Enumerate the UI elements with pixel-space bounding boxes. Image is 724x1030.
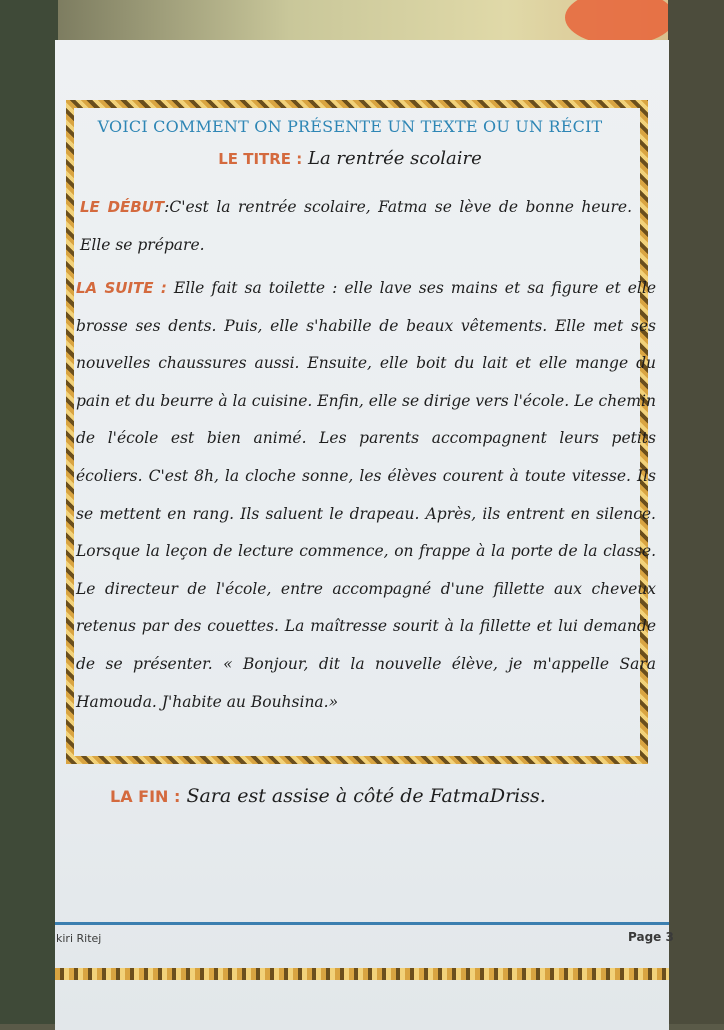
suite-text: Elle fait sa toilette : elle lave ses mains et sa figure et elle brosse ses dents. Puis, elle s'habille de beaux vêtements. Elle met ses nouvelles chaussures aussi. Ensuite, elle boit du lait et elle mange du pain et du beurre à la cuisine. Enfin, elle se dirige vers l'école. Le chemin de l'école est bien animé. Les parents accompagnent leurs petits écoliers. C'est 8h, la cloche sonne, les élèves courent à toute vitesse. Ils se mettent en rang. Ils saluent le drapeau. Après, ils entrent en silence. Lorsque la leçon de lecture commence, on frappe à la porte de la classe. Le directeur de l'école, entre accompagné d'une fillette aux cheveux retenus par des couettes. La maîtresse sourit à la fillette et lui demande de se présenter. « Bonjour, dit la nouvelle élève, je m'appelle Sara Hamouda. J'habite au Bouhsina.» <box>76 279 657 711</box>
fin-text: Sara est assise à côté de FatmaDriss. <box>186 785 546 807</box>
page-header: VOICI COMMENT ON PRÉSENTE UN TEXTE OU UN RÉCIT <box>97 117 603 136</box>
background-left <box>0 0 58 1024</box>
title-text: La rentrée scolaire <box>308 148 482 169</box>
title-line <box>90 148 610 169</box>
background-right <box>668 0 724 1024</box>
bottom-decorative-border <box>55 968 669 980</box>
title-label: LE TITRE : <box>218 150 303 168</box>
footer-author: kiri Ritej <box>56 932 102 945</box>
fin-line <box>110 785 630 807</box>
debut-paragraph <box>80 188 632 264</box>
fin-label: LA FIN : <box>110 787 181 806</box>
suite-label: LA SUITE : <box>76 279 167 297</box>
footer-rule <box>55 922 669 925</box>
page-number: Page 3 <box>628 930 674 944</box>
debut-text: :C'est la rentrée scolaire, Fatma se lève de bonne heure. Elle se prépare. <box>80 198 632 254</box>
suite-paragraph <box>76 270 656 721</box>
debut-label: LE DÉBUT <box>80 198 165 216</box>
